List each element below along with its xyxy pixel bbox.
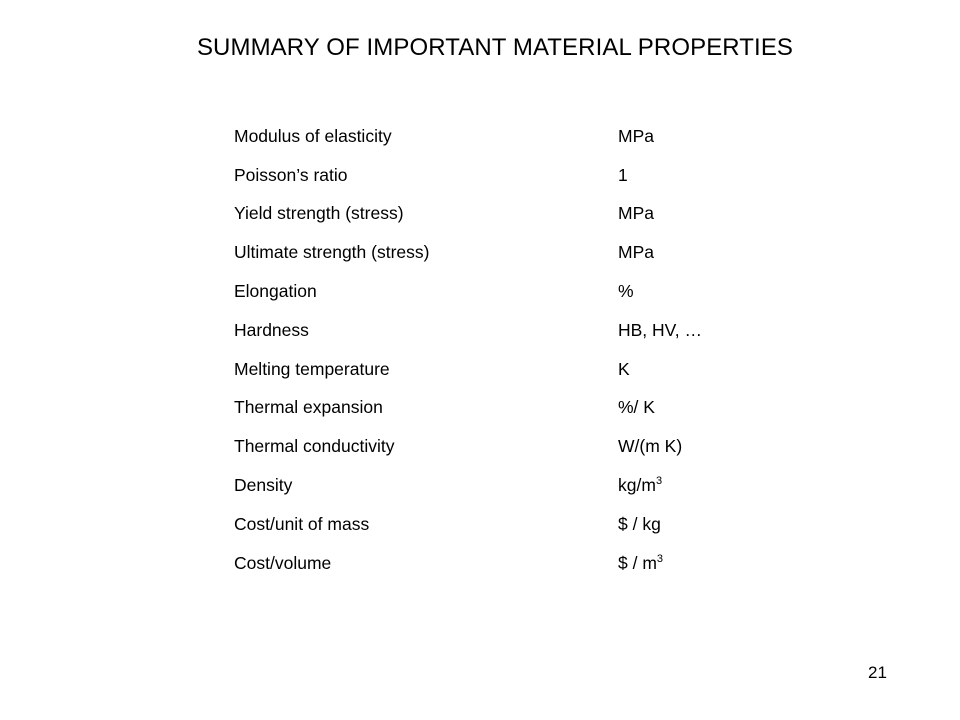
property-unit-text: 1 <box>618 164 628 185</box>
property-unit <box>618 475 794 496</box>
property-name: Thermal conductivity <box>234 436 395 457</box>
property-unit-text: $ / kg <box>618 513 661 534</box>
property-name: Hardness <box>234 319 309 340</box>
property-unit <box>618 165 794 186</box>
property-name: Cost/unit of mass <box>234 513 370 534</box>
property-name: Poisson’s ratio <box>234 164 348 185</box>
property-row <box>234 350 794 389</box>
property-unit <box>618 553 794 574</box>
property-unit <box>618 397 794 418</box>
property-name: Density <box>234 475 293 496</box>
property-name: Ultimate strength (stress) <box>234 242 430 263</box>
property-unit <box>618 359 794 380</box>
property-unit-text: MPa <box>618 242 654 263</box>
property-row <box>234 156 794 195</box>
property-row <box>234 272 794 311</box>
property-row <box>234 466 794 505</box>
property-name: Thermal expansion <box>234 397 383 418</box>
property-unit-text: %/ K <box>618 397 655 418</box>
property-unit-superscript: 3 <box>655 475 663 488</box>
property-row <box>234 311 794 350</box>
property-unit <box>618 281 794 302</box>
property-row <box>234 505 794 544</box>
property-unit <box>618 436 794 457</box>
property-unit-text: kg/m <box>618 475 656 496</box>
property-unit-text: K <box>618 358 630 379</box>
property-unit <box>618 242 794 263</box>
property-unit <box>618 126 794 147</box>
property-unit-text: HB, HV, … <box>618 319 702 340</box>
property-row <box>234 195 794 234</box>
property-unit-text: MPa <box>618 125 654 146</box>
property-unit-text: W/(m K) <box>618 436 683 457</box>
property-unit <box>618 320 794 341</box>
slide-title: SUMMARY OF IMPORTANT MATERIAL PROPERTIES <box>196 34 794 61</box>
property-name: Modulus of elasticity <box>234 125 392 146</box>
property-unit <box>618 203 794 224</box>
property-unit-text: $ / m <box>618 552 657 573</box>
property-row <box>234 117 794 156</box>
property-name: Cost/volume <box>234 552 332 573</box>
property-name: Melting temperature <box>234 358 390 379</box>
property-row <box>234 389 794 428</box>
property-name: Elongation <box>234 281 317 302</box>
property-unit-superscript: 3 <box>656 552 664 565</box>
property-name: Yield strength (stress) <box>234 203 404 224</box>
property-unit <box>618 514 794 535</box>
properties-list <box>234 117 794 583</box>
property-row <box>234 233 794 272</box>
property-row <box>234 544 794 583</box>
page-number: 21 <box>868 663 887 682</box>
property-unit-text: MPa <box>618 203 654 224</box>
property-unit-text: % <box>618 281 634 302</box>
property-row <box>234 427 794 466</box>
